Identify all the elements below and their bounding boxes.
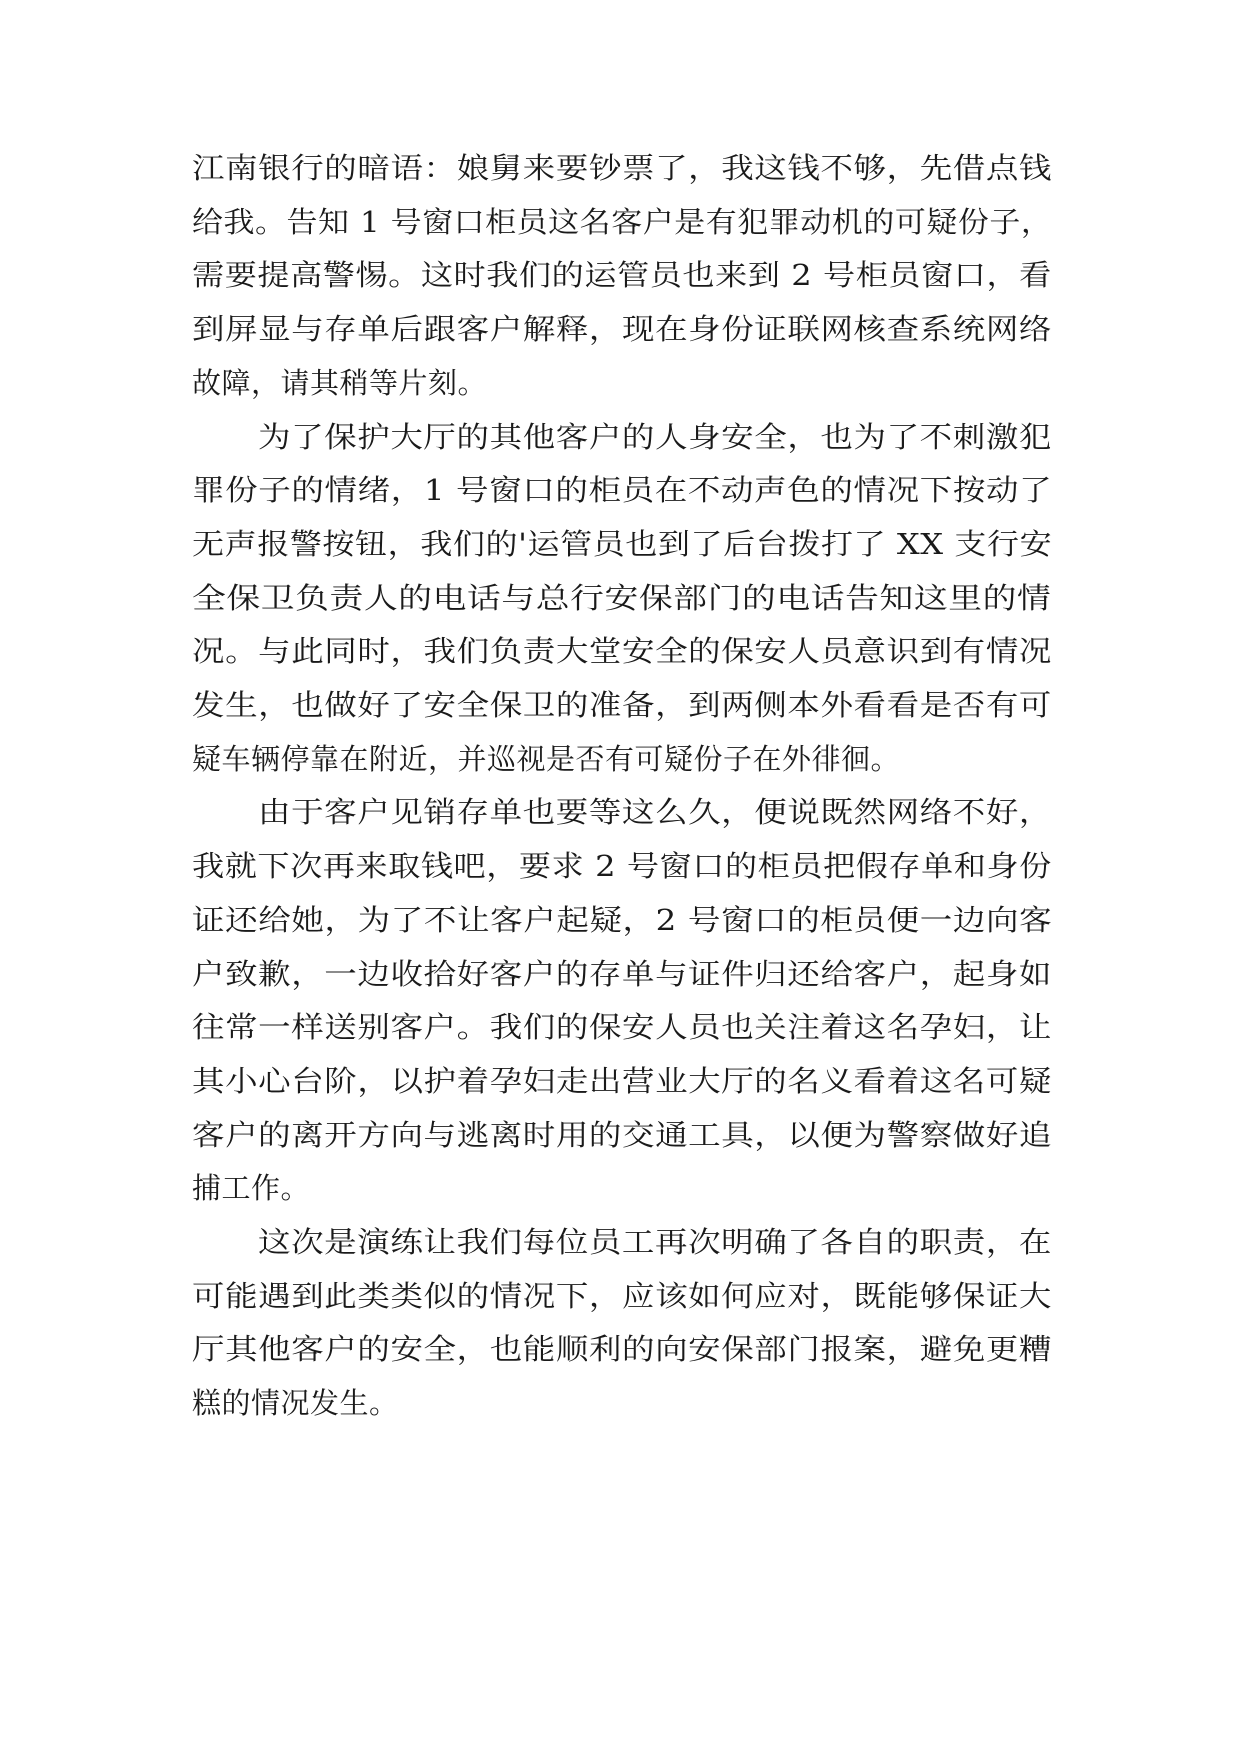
text-line: 户致歉，一边收拾好客户的存单与证件归还给客户，起身如 (192, 956, 1053, 991)
text-line: 况。与此同时，我们负责大堂安全的保安人员意识到有情况 (192, 634, 1053, 669)
text-line: 罪份子的情绪，1 号窗口的柜员在不动声色的情况下按动了 (192, 473, 1053, 508)
text-line: 糕的情况发生。 (192, 1386, 399, 1421)
text-line: 全保卫负责人的电话与总行安保部门的电话告知这里的情 (192, 580, 1052, 615)
text-line: 发生，也做好了安全保卫的准备，到两侧本外看看是否有可 (192, 688, 1053, 722)
text-line: 到屏显与存单后跟客户解释，现在身份证联网核查系统网络 (192, 312, 1053, 347)
text-line: 无声报警按钮，我们的'运管员也到了后台拨打了 XX 支行安 (192, 526, 1053, 561)
text-line: 往常一样送别客户。我们的保安人员也关注着这名孕妇，让 (192, 1010, 1053, 1045)
text-line: 疑车辆停靠在附近，并巡视是否有可疑份子在外徘徊。 (192, 741, 901, 776)
text-line: 我就下次再来取钱吧，要求 2 号窗口的柜员把假存单和身份 (192, 849, 1052, 884)
text-line: 其小心台阶，以护着孕妇走出营业大厅的名义看着这名可疑 (192, 1063, 1053, 1098)
text-line: 可能遇到此类类似的情况下，应该如何应对，既能够保证大 (192, 1278, 1053, 1313)
text-line: 需要提高警惕。这时我们的运管员也来到 2 号柜员窗口，看 (192, 258, 1052, 293)
text-line: 给我。告知 1 号窗口柜员这名客户是有犯罪动机的可疑份子， (192, 204, 1053, 239)
text-line: 厅其他客户的安全，也能顺利的向安保部门报案，避免更糟 (192, 1332, 1053, 1367)
text-line: 这次是演练让我们每位员工再次明确了各自的职责，在 (258, 1225, 1053, 1259)
text-line: 故障，请其稍等片刻。 (192, 365, 488, 400)
text-line: 由于客户见销存单也要等这么久，便说既然网络不好， (258, 795, 1053, 830)
text-line: 证还给她，为了不让客户起疑，2 号窗口的柜员便一边向客 (192, 902, 1053, 937)
text-line: 捕工作。 (192, 1171, 311, 1206)
text-line: 为了保护大厅的其他客户的人身安全，也为了不刺激犯 (258, 419, 1053, 454)
text-line: 江南银行的暗语：娘舅来要钞票了，我这钱不够，先借点钱 (192, 151, 1053, 185)
text-line: 客户的离开方向与逃离时用的交通工具，以便为警察做好追 (192, 1117, 1053, 1152)
